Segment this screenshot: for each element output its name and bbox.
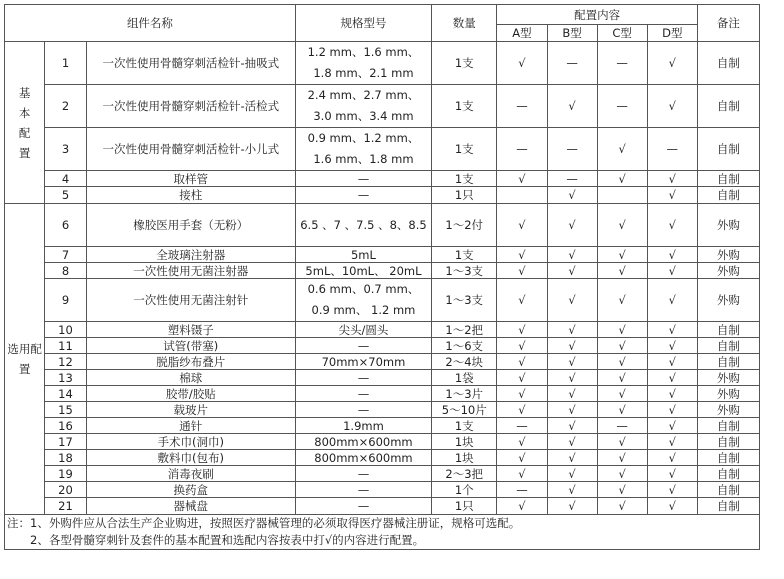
cell-remark: 外购 <box>697 247 759 263</box>
cell-remark: 自制 <box>697 187 759 204</box>
cell-remark: 自制 <box>697 498 759 515</box>
table-row <box>5 402 760 418</box>
cell-type-b: √ <box>547 434 597 450</box>
cell-type-c: √ <box>597 128 647 171</box>
cell-type-d: √ <box>647 418 697 434</box>
cell-no: 17 <box>45 434 86 450</box>
cell-type-b: √ <box>547 418 597 434</box>
cell-no: 21 <box>45 498 86 515</box>
cell-name: 一次性使用骨髓穿刺活检针-抽吸式 <box>86 42 295 85</box>
cell-remark: 自制 <box>697 322 759 338</box>
cell-type-a: √ <box>497 263 547 279</box>
cell-qty: 2～4块 <box>432 354 497 370</box>
cell-spec: — <box>295 402 431 418</box>
cell-type-c <box>597 187 647 204</box>
cell-type-c: √ <box>597 247 647 263</box>
cell-type-a: √ <box>497 370 547 386</box>
cell-remark: 自制 <box>697 42 759 85</box>
cell-type-a: — <box>497 482 547 498</box>
cell-remark: 自制 <box>697 354 759 370</box>
cell-spec: 0.9 mm、1.2 mm、1.6 mm、1.8 mm <box>295 128 431 171</box>
cell-qty: 1～2把 <box>432 322 497 338</box>
cell-type-a: √ <box>497 204 547 247</box>
cell-spec: — <box>295 386 431 402</box>
cell-remark: 自制 <box>697 418 759 434</box>
cell-type-d: √ <box>647 338 697 354</box>
table-row <box>5 128 760 171</box>
cell-type-c: √ <box>597 466 647 482</box>
cell-type-b: √ <box>547 322 597 338</box>
cell-no: 8 <box>45 263 86 279</box>
cell-type-a: √ <box>497 279 547 322</box>
cell-type-b: √ <box>547 482 597 498</box>
cell-type-d: √ <box>647 354 697 370</box>
cell-type-a: √ <box>497 498 547 515</box>
cell-qty: 1只 <box>432 187 497 204</box>
cell-type-c: √ <box>597 498 647 515</box>
cell-type-b: √ <box>547 85 597 128</box>
cell-remark: 自制 <box>697 128 759 171</box>
cell-name: 载玻片 <box>86 402 295 418</box>
cell-type-d: — <box>647 128 697 171</box>
cell-spec: — <box>295 466 431 482</box>
cell-no: 11 <box>45 338 86 354</box>
cell-qty: 1～3支 <box>432 263 497 279</box>
cell-type-d: √ <box>647 466 697 482</box>
cell-no: 6 <box>45 204 86 247</box>
cell-name: 手术巾(洞巾) <box>86 434 295 450</box>
cell-type-d: √ <box>647 482 697 498</box>
cell-no: 3 <box>45 128 86 171</box>
note-line: 2、各型骨髓穿刺针及套件的基本配置和选配内容按表中打√的内容进行配置。 <box>7 533 425 547</box>
cell-type-c: — <box>597 418 647 434</box>
cell-qty: 1～2付 <box>432 204 497 247</box>
cell-type-d: √ <box>647 450 697 466</box>
table-notes <box>5 515 760 550</box>
table-row <box>5 418 760 434</box>
cell-type-a: √ <box>497 322 547 338</box>
cell-name: 一次性使用无菌注射器 <box>86 263 295 279</box>
cell-type-d: √ <box>647 434 697 450</box>
cell-type-d: √ <box>647 247 697 263</box>
cell-remark: 外购 <box>697 386 759 402</box>
header-name: 组件名称 <box>5 5 296 42</box>
cell-type-a: √ <box>497 386 547 402</box>
cell-type-d: √ <box>647 370 697 386</box>
cell-type-a: √ <box>497 402 547 418</box>
cell-type-b: √ <box>547 279 597 322</box>
table-row <box>5 498 760 515</box>
header-type-b: B型 <box>547 25 597 42</box>
cell-type-c: √ <box>597 322 647 338</box>
table-row <box>5 263 760 279</box>
cell-type-a: √ <box>497 247 547 263</box>
cell-no: 15 <box>45 402 86 418</box>
cell-type-d: √ <box>647 42 697 85</box>
cell-spec: — <box>295 171 431 187</box>
table-row <box>5 450 760 466</box>
table-row <box>5 466 760 482</box>
cell-no: 13 <box>45 370 86 386</box>
cell-type-c: √ <box>597 482 647 498</box>
cell-name: 脱脂纱布叠片 <box>86 354 295 370</box>
cell-no: 7 <box>45 247 86 263</box>
cell-qty: 1支 <box>432 128 497 171</box>
cell-type-a: — <box>497 85 547 128</box>
cell-type-a: — <box>497 418 547 434</box>
table-row <box>5 279 760 322</box>
cell-qty: 1个 <box>432 482 497 498</box>
cell-spec: 尖头/圆头 <box>295 322 431 338</box>
cell-type-a: √ <box>497 42 547 85</box>
table-row <box>5 85 760 128</box>
cell-type-b: √ <box>547 386 597 402</box>
table-row <box>5 386 760 402</box>
cell-type-a: √ <box>497 434 547 450</box>
cell-type-b: — <box>547 171 597 187</box>
cell-type-b: √ <box>547 204 597 247</box>
cell-remark: 自制 <box>697 482 759 498</box>
cell-type-a: √ <box>497 354 547 370</box>
cell-type-a: √ <box>497 338 547 354</box>
cell-remark: 外购 <box>697 279 759 322</box>
cell-type-d: √ <box>647 498 697 515</box>
cell-type-d: √ <box>647 386 697 402</box>
cell-type-d: √ <box>647 322 697 338</box>
cell-type-c: √ <box>597 450 647 466</box>
header-type-d: D型 <box>647 25 697 42</box>
cell-qty: 1块 <box>432 450 497 466</box>
cell-name: 敷料巾(包布) <box>86 450 295 466</box>
cell-qty: 1～3片 <box>432 386 497 402</box>
cell-type-c: √ <box>597 434 647 450</box>
note-line: 注：1、外购件应从合法生产企业购进，按照医疗器械管理的必须取得医疗器械注册证，规格可选配。 <box>7 516 521 530</box>
cell-type-a: √ <box>497 466 547 482</box>
table-row <box>5 171 760 187</box>
cell-qty: 1袋 <box>432 370 497 386</box>
cell-no: 4 <box>45 171 86 187</box>
cell-name: 接柱 <box>86 187 295 204</box>
cell-name: 一次性使用骨髓穿刺活检针-活检式 <box>86 85 295 128</box>
cell-type-b: √ <box>547 247 597 263</box>
cell-type-c: √ <box>597 263 647 279</box>
cell-remark: 自制 <box>697 85 759 128</box>
cell-type-a: — <box>497 128 547 171</box>
cell-no: 20 <box>45 482 86 498</box>
cell-type-a: √ <box>497 450 547 466</box>
header-row-1 <box>5 5 760 25</box>
cell-spec: 1.2 mm、1.6 mm、1.8 mm、2.1 mm <box>295 42 431 85</box>
cell-type-b: — <box>547 128 597 171</box>
cell-type-c: √ <box>597 354 647 370</box>
cell-no: 10 <box>45 322 86 338</box>
cell-no: 5 <box>45 187 86 204</box>
header-qty: 数量 <box>432 5 497 42</box>
header-config: 配置内容 <box>497 5 697 25</box>
cell-spec: — <box>295 482 431 498</box>
cell-qty: 1块 <box>432 434 497 450</box>
cell-name: 胶带/胶贴 <box>86 386 295 402</box>
cell-type-d: √ <box>647 171 697 187</box>
cell-qty: 5～10片 <box>432 402 497 418</box>
cell-name: 消毒夜刷 <box>86 466 295 482</box>
cell-type-d: √ <box>647 85 697 128</box>
cell-type-d: √ <box>647 263 697 279</box>
cell-remark: 自制 <box>697 338 759 354</box>
cell-type-b: √ <box>547 354 597 370</box>
cell-qty: 1支 <box>432 247 497 263</box>
cell-type-c: √ <box>597 402 647 418</box>
cell-spec: 2.4 mm、2.7 mm、3.0 mm、3.4 mm <box>295 85 431 128</box>
cell-qty: 1支 <box>432 171 497 187</box>
cell-name: 全玻璃注射器 <box>86 247 295 263</box>
cell-spec: — <box>295 370 431 386</box>
cell-type-b: √ <box>547 263 597 279</box>
table-row <box>5 247 760 263</box>
cell-qty: 1支 <box>432 85 497 128</box>
cell-type-c: √ <box>597 338 647 354</box>
header-type-c: C型 <box>597 25 647 42</box>
notes-row <box>5 515 760 550</box>
cell-type-b: — <box>547 42 597 85</box>
cell-type-d: √ <box>647 279 697 322</box>
cell-no: 9 <box>45 279 86 322</box>
cell-spec: 70mm×70mm <box>295 354 431 370</box>
table-row <box>5 338 760 354</box>
cell-name: 棉球 <box>86 370 295 386</box>
cell-type-d: √ <box>647 204 697 247</box>
cell-type-c: √ <box>597 171 647 187</box>
header-spec: 规格型号 <box>295 5 431 42</box>
cell-qty: 1～3支 <box>432 279 497 322</box>
cell-spec: — <box>295 338 431 354</box>
cell-remark: 外购 <box>697 204 759 247</box>
cell-qty: 1～6支 <box>432 338 497 354</box>
cell-name: 换药盒 <box>86 482 295 498</box>
cell-remark: 外购 <box>697 402 759 418</box>
cell-name: 一次性使用无菌注射针 <box>86 279 295 322</box>
cell-spec: 6.5 、7 、7.5 、8、8.5 <box>295 204 431 247</box>
cell-no: 1 <box>45 42 86 85</box>
cell-name: 塑料镊子 <box>86 322 295 338</box>
cell-name: 一次性使用骨髓穿刺活检针-小儿式 <box>86 128 295 171</box>
table-row <box>5 354 760 370</box>
cell-spec: 5mL <box>295 247 431 263</box>
cell-no: 19 <box>45 466 86 482</box>
cell-name: 橡胶医用手套（无粉） <box>86 204 295 247</box>
cell-remark: 外购 <box>697 370 759 386</box>
cell-type-c: — <box>597 42 647 85</box>
cell-type-b: √ <box>547 338 597 354</box>
table-row <box>5 204 760 247</box>
cell-type-c: √ <box>597 279 647 322</box>
cell-type-b: √ <box>547 402 597 418</box>
cell-type-a <box>497 187 547 204</box>
cell-type-b: √ <box>547 187 597 204</box>
cell-name: 器械盘 <box>86 498 295 515</box>
cell-spec: 5mL、10mL、 20mL <box>295 263 431 279</box>
cell-name: 试管(带塞) <box>86 338 295 354</box>
cell-type-d: √ <box>647 187 697 204</box>
cell-type-c: — <box>597 85 647 128</box>
cell-spec: 800mm×600mm <box>295 434 431 450</box>
cell-remark: 自制 <box>697 450 759 466</box>
cell-name: 通针 <box>86 418 295 434</box>
header-type-a: A型 <box>497 25 547 42</box>
component-config-table <box>4 4 760 550</box>
header-remark: 备注 <box>697 5 759 42</box>
table-row <box>5 322 760 338</box>
cell-remark: 外购 <box>697 263 759 279</box>
cell-type-c: √ <box>597 370 647 386</box>
cell-name: 取样管 <box>86 171 295 187</box>
cell-spec: 800mm×600mm <box>295 450 431 466</box>
cell-no: 2 <box>45 85 86 128</box>
cell-remark: 自制 <box>697 466 759 482</box>
cell-type-c: √ <box>597 386 647 402</box>
cell-type-d: √ <box>647 402 697 418</box>
cell-no: 16 <box>45 418 86 434</box>
cell-type-a: √ <box>497 171 547 187</box>
cell-spec: 0.6 mm、0.7 mm、0.9 mm、 1.2 mm <box>295 279 431 322</box>
cell-spec: — <box>295 187 431 204</box>
group-optional: 选用配置 <box>5 204 45 515</box>
cell-spec: — <box>295 498 431 515</box>
table-row <box>5 187 760 204</box>
cell-type-c: √ <box>597 204 647 247</box>
table-row <box>5 370 760 386</box>
cell-remark: 自制 <box>697 434 759 450</box>
cell-qty: 1支 <box>432 418 497 434</box>
cell-type-b: √ <box>547 498 597 515</box>
cell-spec: 1.9mm <box>295 418 431 434</box>
cell-qty: 2～3把 <box>432 466 497 482</box>
table-row <box>5 482 760 498</box>
cell-no: 18 <box>45 450 86 466</box>
cell-no: 12 <box>45 354 86 370</box>
table-row <box>5 434 760 450</box>
cell-type-b: √ <box>547 466 597 482</box>
cell-type-b: √ <box>547 370 597 386</box>
group-basic: 基本配置 <box>5 42 45 204</box>
cell-remark: 自制 <box>697 171 759 187</box>
cell-qty: 1支 <box>432 42 497 85</box>
cell-qty: 1只 <box>432 498 497 515</box>
cell-no: 14 <box>45 386 86 402</box>
cell-type-b: √ <box>547 450 597 466</box>
table-row <box>5 42 760 85</box>
